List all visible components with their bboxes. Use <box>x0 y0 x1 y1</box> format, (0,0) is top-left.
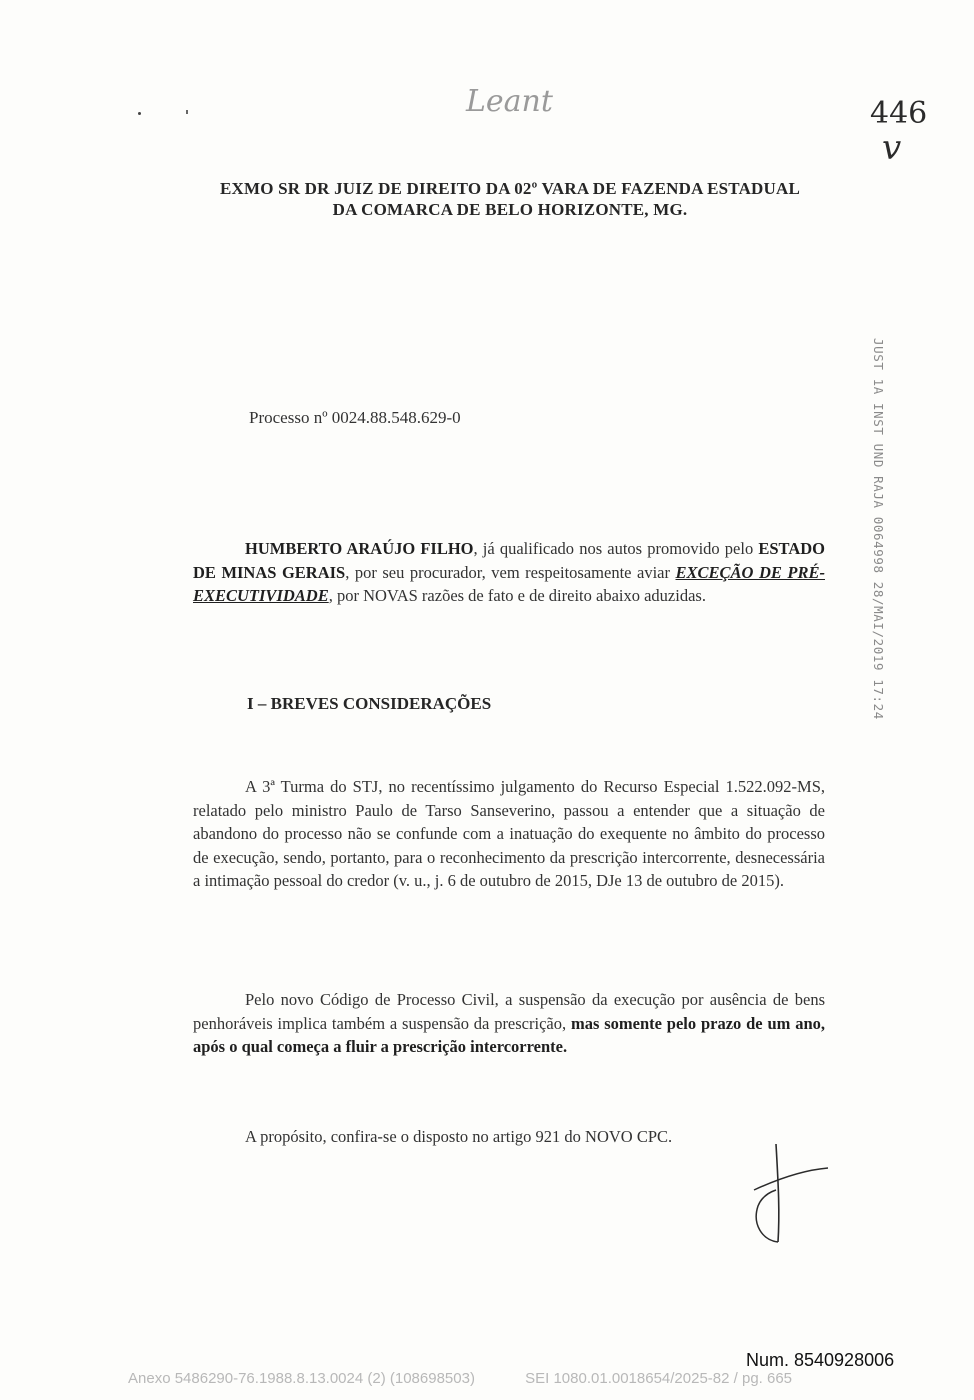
section-title: I – BREVES CONSIDERAÇÕES <box>247 694 492 713</box>
footer-anexo: Anexo 5486290-76.1988.8.13.0024 (2) (108698503) <box>128 1370 475 1387</box>
paragraph-1 <box>193 775 825 893</box>
process-number: Processo nº 0024.88.548.629-0 <box>249 408 461 427</box>
paragraph-1-text: A 3ª Turma do STJ, no recentíssimo julgamento do Recurso Especial 1.522.092-MS, relatado pelo ministro Paulo de Tarso Sanseverino, passou a entender que a situação de abandono do processo não se confunde com a inatuação do exequente no âmbito do processo de execução, sendo, portanto, para o reconhecimento da prescrição intercorrente, desnecessária a intimação pessoal do credor (v. u., j. 6 de outubro de 2015, DJe 13 de outubro de 2015). <box>193 777 825 890</box>
intro-text-1: , já qualificado nos autos promovido pelo <box>473 539 759 558</box>
party-name: HUMBERTO ARAÚJO FILHO <box>245 539 474 558</box>
paragraph-3-text: A propósito, confira-se o disposto no artigo 921 do NOVO CPC. <box>245 1127 673 1146</box>
paragraph-2 <box>193 988 825 1059</box>
intro-text-2: , por seu procurador, vem respeitosamente aviar <box>345 562 676 582</box>
paragraph-3 <box>193 1125 825 1149</box>
handwritten-page-number: 446 <box>870 96 928 131</box>
receipt-stamp: JUST 1A INST UND RAJA 0064998 28/MAI/2019 17:24 <box>871 338 886 720</box>
intro-paragraph <box>193 537 825 608</box>
paragraph-2-text: Pelo novo Código de Processo Civil, a suspensão da execução por ausência de bens penhoráveis implica também a suspensão da prescrição, <box>193 990 825 1033</box>
footer-sei: SEI 1080.01.0018654/2025-82 / pg. 665 <box>525 1370 793 1387</box>
action-title: EXCEÇÃO DE PRÉ-EXECUTIVIDADE <box>193 562 825 605</box>
document-number: Num. 8540928006 <box>746 1350 895 1370</box>
scan-speck <box>186 110 188 114</box>
opposing-party: ESTADO DE MINAS GERAIS <box>193 539 825 582</box>
handwritten-page-mark: v <box>882 128 902 168</box>
paragraph-2-bold: mas somente pelo prazo de um ano, após o qual começa a fluir a prescrição intercorrente. <box>193 1013 826 1056</box>
scan-speck <box>138 112 141 115</box>
document-heading <box>140 178 880 220</box>
handwritten-note: Leant <box>466 84 553 119</box>
signature-mark <box>740 1140 840 1250</box>
heading-line-1: EXMO SR DR JUIZ DE DIREITO DA 02º VARA DE FAZENDA ESTADUAL <box>219 179 801 198</box>
footer-watermark <box>128 1370 792 1387</box>
intro-text-3: , por NOVAS razões de fato e de direito abaixo aduzidas. <box>328 586 706 605</box>
heading-line-2: DA COMARCA DE BELO HORIZONTE, MG. <box>332 200 688 219</box>
